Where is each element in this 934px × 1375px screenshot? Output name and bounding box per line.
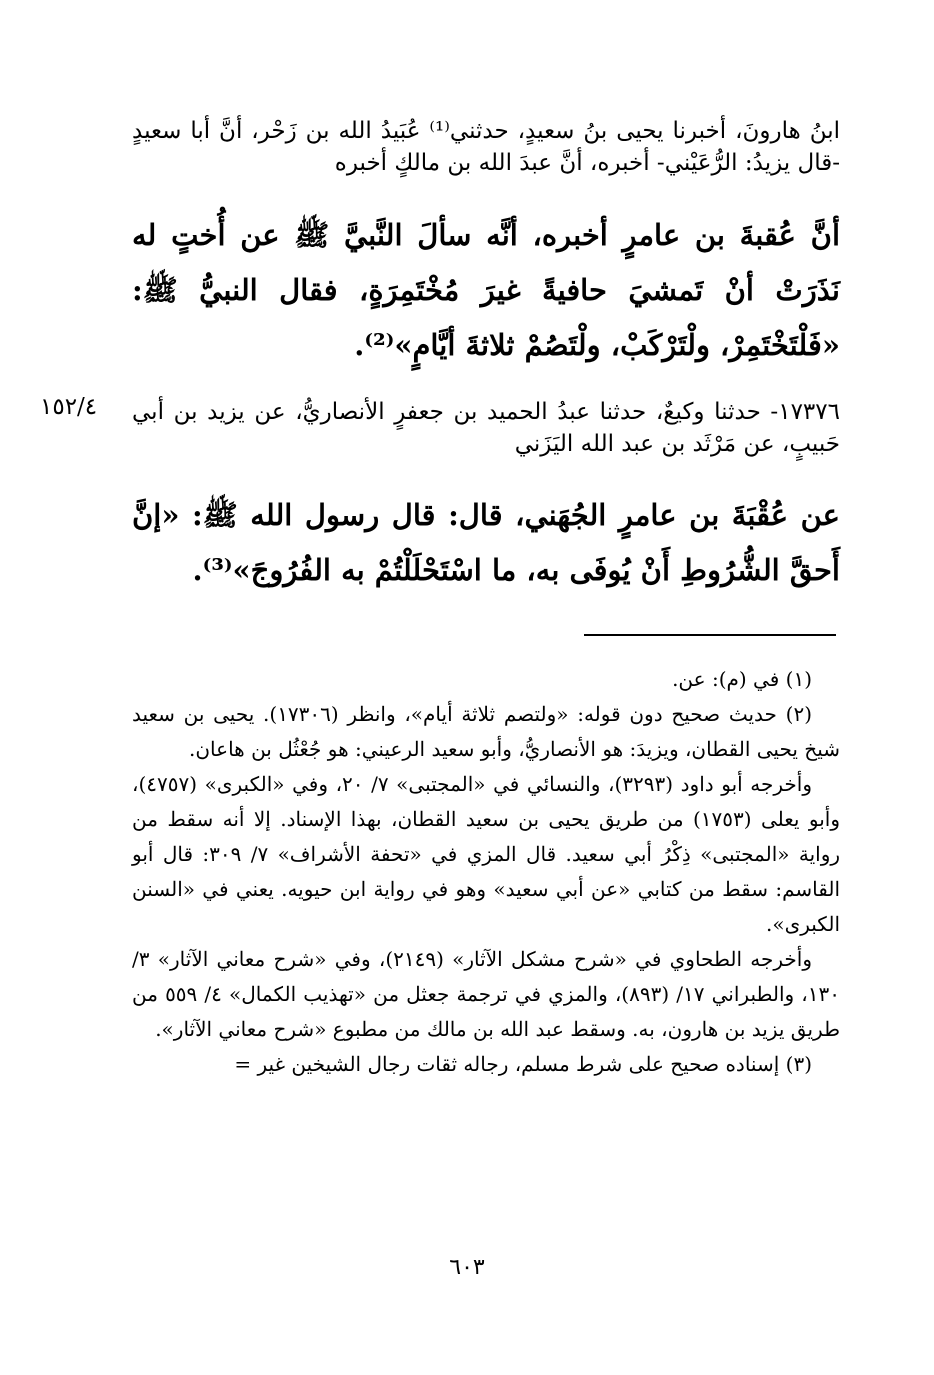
footnote-2: (٢) حديث صحيح دون قوله: «ولتصم ثلاثة أيام»، وانظر (١٧٣٠٦). يحيى بن سعيد شيخ يحيى القطان، ويزيدَ: هو الأنصاريُّ، وأبو سعيد الرعيني: هو جُعْثُل بن هاعان. <box>132 702 840 761</box>
hadith-text-1: أنَّ عُقبةَ بن عامرٍ أخبره، أنَّه سألَ النَّبيَّ ﷺ عن أُختٍ له نَذَرَتْ أنْ تَمشيَ حافيةً غيرَ مُخْتَمِرَةٍ، فقال النبيُّ ﷺ: «فَلْتَخْتَمِرْ، ولْتَرْكَبْ، ولْتَصُمْ ثلاثةَ أيَّامٍ»⁽²⁾. <box>132 218 840 362</box>
volume-page-marker: ١٥٢/٤ <box>40 394 98 420</box>
hadith-text-2: عن عُقْبَةَ بن عامرٍ الجُهَني، قال: قال رسول الله ﷺ: «إنَّ أَحقَّ الشُّرُوطِ أَنْ يُوفَى به، ما اسْتَحْلَلْتُمْ به الفُرُوجَ»⁽³⁾. <box>132 498 840 587</box>
footnote-1: (١) في (م): عن. <box>672 667 812 691</box>
page-number: ٦٠٣ <box>449 1255 485 1280</box>
footnote-2-takhrij-a: وأخرجه أبو داود (٣٢٩٣)، والنسائي في «المجتبى» ٧/ ٢٠، وفي «الكبرى» (٤٧٥٧)، وأبو يعلى (١٧٥٣) من طريق يحيى بن سعيد القطان، بهذا الإسناد. إلا أنه سقط من رواية «المجتبى» ذِكْرُ أبي سعيد. قال المزي في «تحفة الأشراف» ٧/ ٣٠٩: قال أبو القاسم: سقط من كتابي «عن أبي سعيد» وهو في رواية ابن حيويه. يعني في «السنن الكبرى». <box>132 772 841 936</box>
isnad-continuation: ابنُ هارونَ، أخبرنا يحيى بنُ سعيدٍ، حدثني⁽¹⁾ عُبَيدُ الله بن زَحْر، أنَّ أبا سعيدٍ -قال يزيدُ: الرُّعَيْني- أخبره، أنَّ عبدَ الله بن مالكٍ أخبره <box>132 118 840 176</box>
footnote-3: (٣) إسناده صحيح على شرط مسلم، رجاله ثقات رجال الشيخين غير = <box>234 1052 812 1076</box>
footnote-2-takhrij-b: وأخرجه الطحاوي في «شرح مشكل الآثار» (٢١٤٩)، وفي «شرح معاني الآثار» ٣/ ١٣٠، والطبراني ١٧/ (٨٩٣)، والمزي في ترجمة جعثل من «تهذيب الكمال» ٤/ ٥٥٩ من طريق يزيد بن هارون، به. وسقط عبد الله بن مالك من مطبوع «شرح معاني الآثار». <box>132 947 840 1041</box>
hadith-isnad-17376: ١٧٣٧٦- حدثنا وكيعٌ، حدثنا عبدُ الحميد بن جعفرٍ الأنصاريُّ، عن يزيد بن أبي حَبيبٍ، عن مَرْثَد بن عبد الله اليَزَني <box>132 399 840 457</box>
footnote-separator <box>584 634 836 636</box>
footnotes <box>132 662 840 1082</box>
